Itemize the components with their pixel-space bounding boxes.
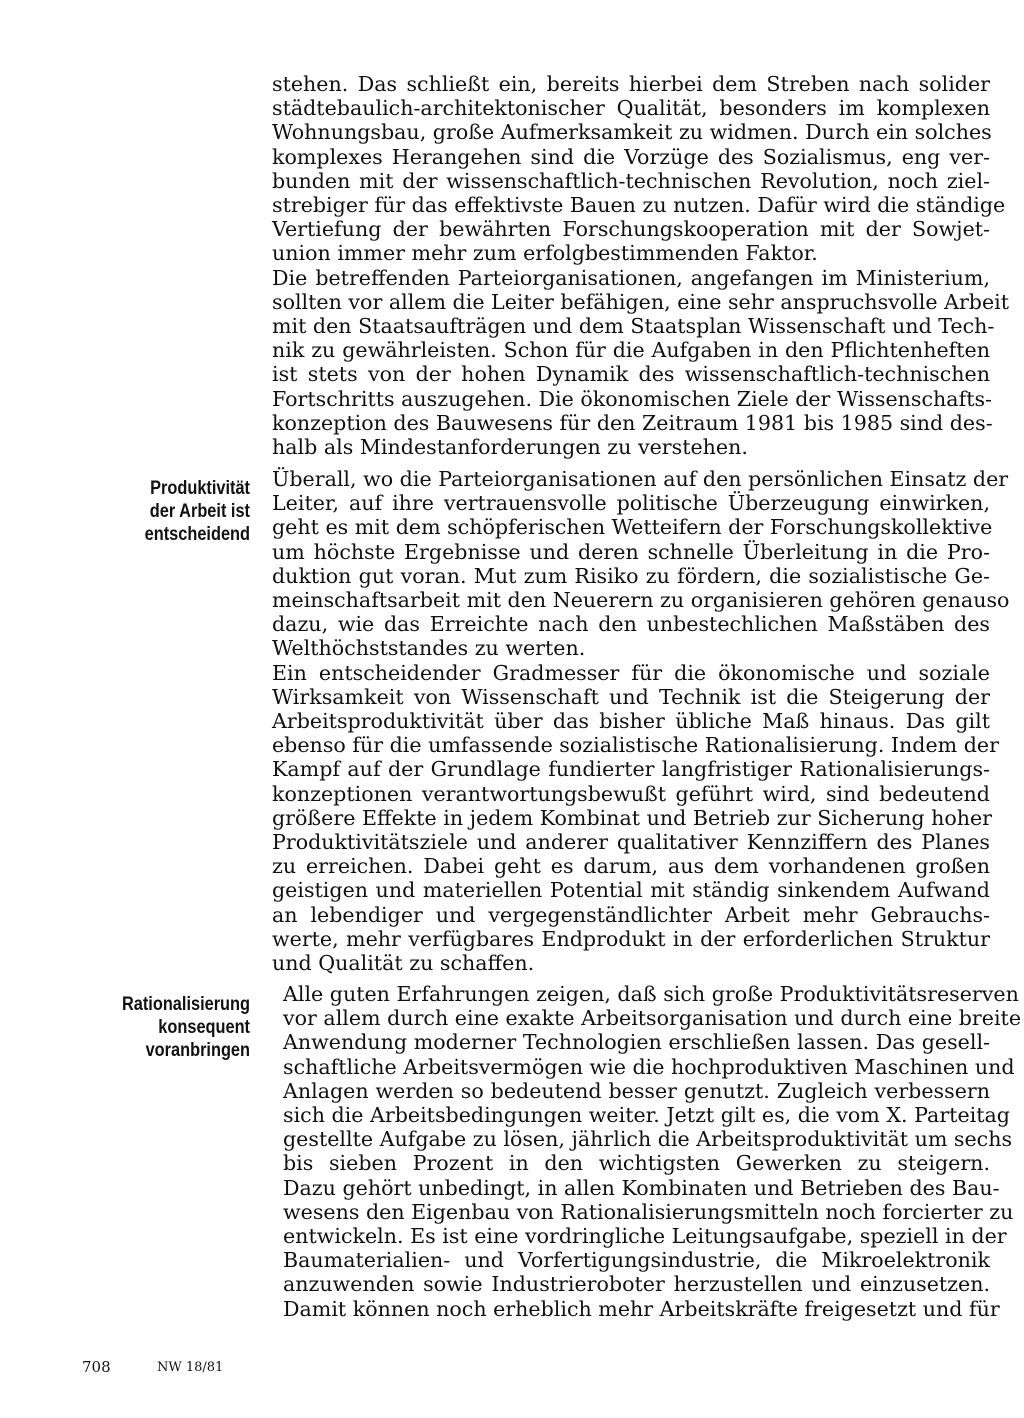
text-line: gestellte Aufgabe zu lösen, jährlich die Arbeitsproduktivität um sechs [283,1127,1013,1152]
text-line: Ein entscheidender Gradmesser für die ökonomische und soziale [272,660,990,685]
side-heading-line: Produktivität [150,478,250,499]
text-line: entwickeln. Es ist eine vordringliche Leitungsaufgabe, speziell in der [283,1224,1007,1249]
text-line: städtebaulich-architektonischer Qualität, besonders im komplexen [272,96,990,121]
text-line: vor allem durch eine exakte Arbeitsorganisation und durch eine breite [283,1006,1022,1031]
text-line: wesens den Eigenbau von Rationalisierungsmitteln noch forcierter zu [283,1199,1014,1224]
text-line: ebenso für die umfassende sozialistische Rationalisierung. Indem der [272,733,999,758]
text-line: dazu, wie das Erreichte nach den unbestechlichen Maßstäben des [272,612,990,637]
text-line: konzeptionen verantwortungsbewußt geführt wird, sind bedeutend [272,781,990,806]
side-heading-line: entscheidend [144,524,250,545]
text-line: Produktivitätsziele und anderer qualitativer Kennziffern des Planes [272,830,990,855]
text-line: Arbeitsproduktivität über das bisher übliche Maß hinaus. Das gilt [272,709,990,734]
text-line: Welthöchststandes zu werten. [272,636,586,661]
text-line: größere Effekte in jedem Kombinat und Betrieb zur Sicherung hoher [272,805,993,830]
text-line: zu erreichen. Dabei geht es darum, aus dem vorhandenen großen [272,854,990,879]
text-line: und Qualität zu schaffen. [272,951,535,976]
text-line: Kampf auf der Grundlage fundierter langfristiger Rationalisierungs- [272,757,990,782]
text-line: schaftliche Arbeitsvermögen wie die hochproduktiven Maschinen und [283,1054,1015,1079]
text-line: anzuwenden sowie Industrieroboter herzustellen und einzusetzen. [283,1272,990,1297]
issue-label: NW 18/81 [157,1360,224,1375]
section-productivity [272,467,1010,976]
paragraph-5 [283,982,1022,1321]
text-line: Dazu gehört unbedingt, in allen Kombinaten und Betrieben des Bau- [283,1175,1000,1200]
page-number: 708 [82,1358,111,1376]
text-line: Anwendung moderner Technologien erschließen lassen. Das gesell- [283,1030,990,1055]
side-heading-line: Rationalisierung [121,994,250,1015]
text-line: ist stets von der hohen Dynamik des wissenschaftlich-technischen [272,362,990,387]
text-line: nik zu gewährleisten. Schon für die Aufgaben in den Pflichtenheften [272,338,990,363]
text-line: an lebendiger und vergegenständlichter Arbeit mehr Gebrauchs- [272,902,990,927]
text-line: sollten vor allem die Leiter befähigen, eine sehr anspruchsvolle Arbeit [272,289,1010,314]
text-line: Wirksamkeit von Wissenschaft und Technik ist die Steigerung der [272,684,990,709]
text-line: Leiter, auf ihre vertrauensvolle politische Überzeugung einwirken, [272,491,990,516]
text-line: mit den Staatsaufträgen und dem Staatsplan Wissenschaft und Tech- [272,314,995,339]
text-line: Wohnungsbau, große Aufmerksamkeit zu widmen. Durch ein solches [272,120,992,145]
text-line: werte, mehr verfügbares Endprodukt in der erforderlichen Struktur [272,926,990,951]
text-line: konzeption des Bauwesens für den Zeitraum 1981 bis 1985 sind des- [272,410,993,435]
text-line: Überall, wo die Parteiorganisationen auf den persönlichen Einsatz der [272,467,1009,491]
text-line: strebiger für das effektivste Bauen zu nutzen. Dafür wird die ständige [272,193,1006,218]
text-line: Alle guten Erfahrungen zeigen, daß sich große Produktivitätsreserven [283,982,1019,1006]
text-line: duktion gut voran. Mut zum Risiko zu fördern, die sozialistische Ge- [272,563,990,588]
text-line: union immer mehr zum erfolgbestimmenden Faktor. [272,241,818,266]
text-line: stehen. Das schließt ein, bereits hierbei dem Streben nach solider [272,72,990,96]
text-line: Baumaterialien- und Vorfertigungsindustrie, die Mikroelektronik [283,1248,990,1273]
text-line: Vertiefung der bewährten Forschungskooperation mit der Sowjet- [272,217,990,242]
text-line: geht es mit dem schöpferischen Wetteifern der Forschungskollektive [272,515,993,540]
paragraph-3 [272,467,1010,661]
side-heading-line: der Arbeit ist [149,501,250,522]
text-line: Anlagen werden so bedeutend besser genutzt. Zugleich verbessern [283,1078,990,1103]
text-line: Damit können noch erheblich mehr Arbeitskräfte freigesetzt und für [283,1296,1000,1321]
paragraph-1 [272,72,1006,266]
paragraph-2 [272,265,1010,460]
text-line: Die betreffenden Parteiorganisationen, angefangen im Ministerium, [272,265,990,290]
side-heading-line: voranbringen [145,1040,250,1061]
text-line: halb als Mindestanforderungen zu verstehen. [272,435,748,460]
text-line: bunden mit der wissenschaftlich-technischen Revolution, noch ziel- [272,168,990,193]
text-line: Fortschritts auszugehen. Die ökonomischen Ziele der Wissenschafts- [272,386,992,411]
paragraph-continued [272,72,1010,460]
side-heading-productivity [78,477,250,546]
text-line: bis sieben Prozent in den wichtigsten Gewerken zu steigern. [283,1151,990,1176]
text-line: meinschaftsarbeit mit den Neuerern zu organisieren gehören genauso [272,588,1010,613]
text-line: sich die Arbeitsbedingungen weiter. Jetzt gilt es, die vom X. Parteitag [283,1103,1010,1128]
text-line: komplexes Herangehen sind die Vorzüge des Sozialismus, eng ver- [272,144,990,169]
section-rationalization [283,982,1022,1321]
paragraph-4 [272,660,999,976]
text-line: um höchste Ergebnisse und deren schnelle Überleitung in die Pro- [272,539,990,564]
text-line: geistigen und materiellen Potential mit ständig sinkendem Aufwand [272,878,990,903]
side-heading-rationalization [78,993,250,1062]
side-heading-line: konsequent [158,1017,250,1038]
